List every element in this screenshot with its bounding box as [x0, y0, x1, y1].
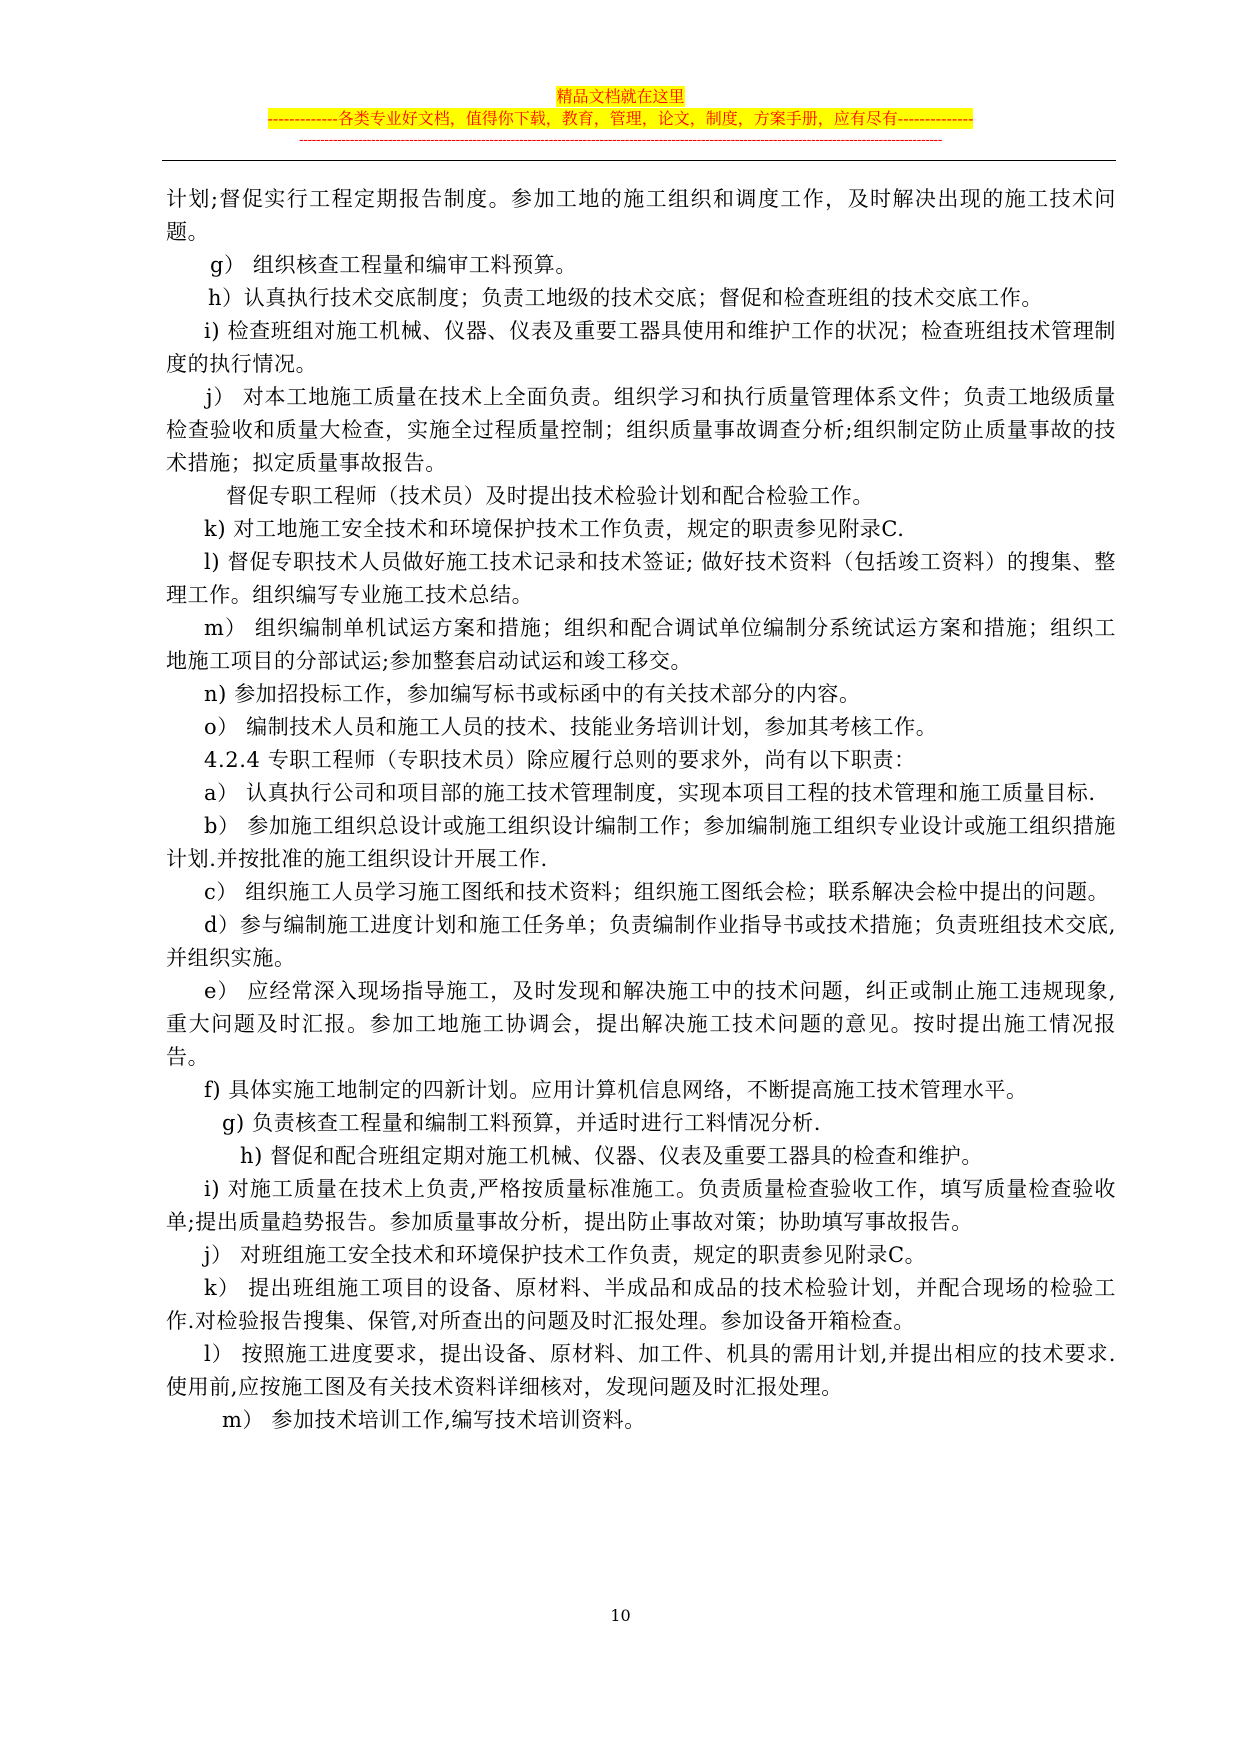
paragraph: f) 具体实施工地制定的四新计划。应用计算机信息网络，不断提高施工技术管理水平。 [204, 1078, 1028, 1102]
paragraph: n) 参加招投标工作，参加编写标书或标函中的有关技术部分的内容。 [204, 682, 861, 706]
paragraph: o） 编制技术人员和施工人员的技术、技能业务培训计划，参加其考核工作。 [204, 715, 938, 739]
paragraph: k) 对工地施工安全技术和环境保护技术工作负责，规定的职责参见附录C. [204, 517, 905, 541]
paragraph: 4.2.4 专职工程师（专职技术员）除应履行总则的要求外，尚有以下职责： [204, 748, 916, 772]
header-tagline: -------------各类专业好文档，值得你下载，教育，管理，论文，制度，方案手册，应有尽有-------------- [267, 109, 974, 128]
paragraph: c） 组织施工人员学习施工图纸和技术资料；组织施工图纸会检；联系解决会检中提出的问题。 [204, 880, 1110, 904]
page-number: 10 [610, 1606, 631, 1625]
paragraph: i) 对施工质量在技术上负责,严格按质量标准施工。负责质量检查验收工作，填写质量检查验收单;提出质量趋势报告。参加质量事故分析，提出防止事故对策；协助填写事故报告。 [166, 1177, 1116, 1234]
paragraph: b） 参加施工组织总设计或施工组织设计编制工作；参加编制施工组织专业设计或施工组织措施计划.并按批准的施工组织设计开展工作. [166, 814, 1116, 871]
paragraph: j） 对本工地施工质量在技术上全面负责。组织学习和执行质量管理体系文件；负责工地级质量检查验收和质量大检查，实施全过程质量控制；组织质量事故调查分析;组织制定防止质量事故的技术措施；拟定质量事故报告。 [166, 385, 1116, 475]
paragraph: d）参与编制施工进度计划和施工任务单；负责编制作业指导书或技术措施；负责班组技术交底,并组织实施。 [166, 913, 1116, 970]
paragraph: l) 督促专职技术人员做好施工技术记录和技术签证; 做好技术资料（包括竣工资料）的搜集、整理工作。组织编写专业施工技术总结。 [166, 550, 1116, 607]
paragraph: m） 组织编制单机试运方案和措施；组织和配合调试单位编制分系统试运方案和措施；组织工地施工项目的分部试运;参加整套启动试运和竣工移交。 [166, 616, 1116, 673]
paragraph: e） 应经常深入现场指导施工，及时发现和解决施工中的技术问题，纠正或制止施工违规现象,重大问题及时汇报。参加工地施工协调会，提出解决施工技术问题的意见。按时提出施工情况报告。 [166, 979, 1116, 1069]
header-title: 精品文档就在这里 [556, 87, 685, 106]
paragraph: h）认真执行技术交底制度；负责工地级的技术交底；督促和检查班组的技术交底工作。 [208, 286, 1043, 310]
header-rule [162, 160, 1116, 161]
document-body [166, 183, 1116, 1437]
paragraph: 计划;督促实行工程定期报告制度。参加工地的施工组织和调度工作，及时解决出现的施工技术问题。 [166, 187, 1116, 244]
paragraph: i) 检查班组对施工机械、仪器、仪表及重要工器具使用和维护工作的状况；检查班组技术管理制度的执行情况。 [166, 319, 1116, 376]
paragraph: j） 对班组施工安全技术和环境保护技术工作负责，规定的职责参见附录C。 [204, 1243, 927, 1267]
paragraph: h) 督促和配合班组定期对施工机械、仪器、仪表及重要工器具的检查和维护。 [240, 1144, 983, 1168]
paragraph: g） 组织核查工程量和编审工料预算。 [210, 253, 577, 277]
header-dash-line: -------------------------------------------------------------------------------------------------------------------------------------------------------- [298, 132, 943, 148]
paragraph: m） 参加技术培训工作,编写技术培训资料。 [222, 1408, 646, 1432]
paragraph: g) 负责核查工程量和编制工料预算，并适时进行工料情况分析. [222, 1111, 821, 1135]
paragraph: a） 认真执行公司和项目部的施工技术管理制度，实现本项目工程的技术管理和施工质量目标. [204, 781, 1096, 805]
paragraph: k） 提出班组施工项目的设备、原材料、半成品和成品的技术检验计划，并配合现场的检验工作.对检验报告搜集、保管,对所查出的问题及时汇报处理。参加设备开箱检查。 [166, 1276, 1116, 1333]
page-header [0, 86, 1241, 149]
paragraph: l） 按照施工进度要求，提出设备、原材料、加工件、机具的需用计划,并提出相应的技术要求.使用前,应按施工图及有关技术资料详细核对，发现问题及时汇报处理。 [166, 1342, 1116, 1399]
paragraph: 督促专职工程师（技术员）及时提出技术检验计划和配合检验工作。 [226, 484, 874, 508]
